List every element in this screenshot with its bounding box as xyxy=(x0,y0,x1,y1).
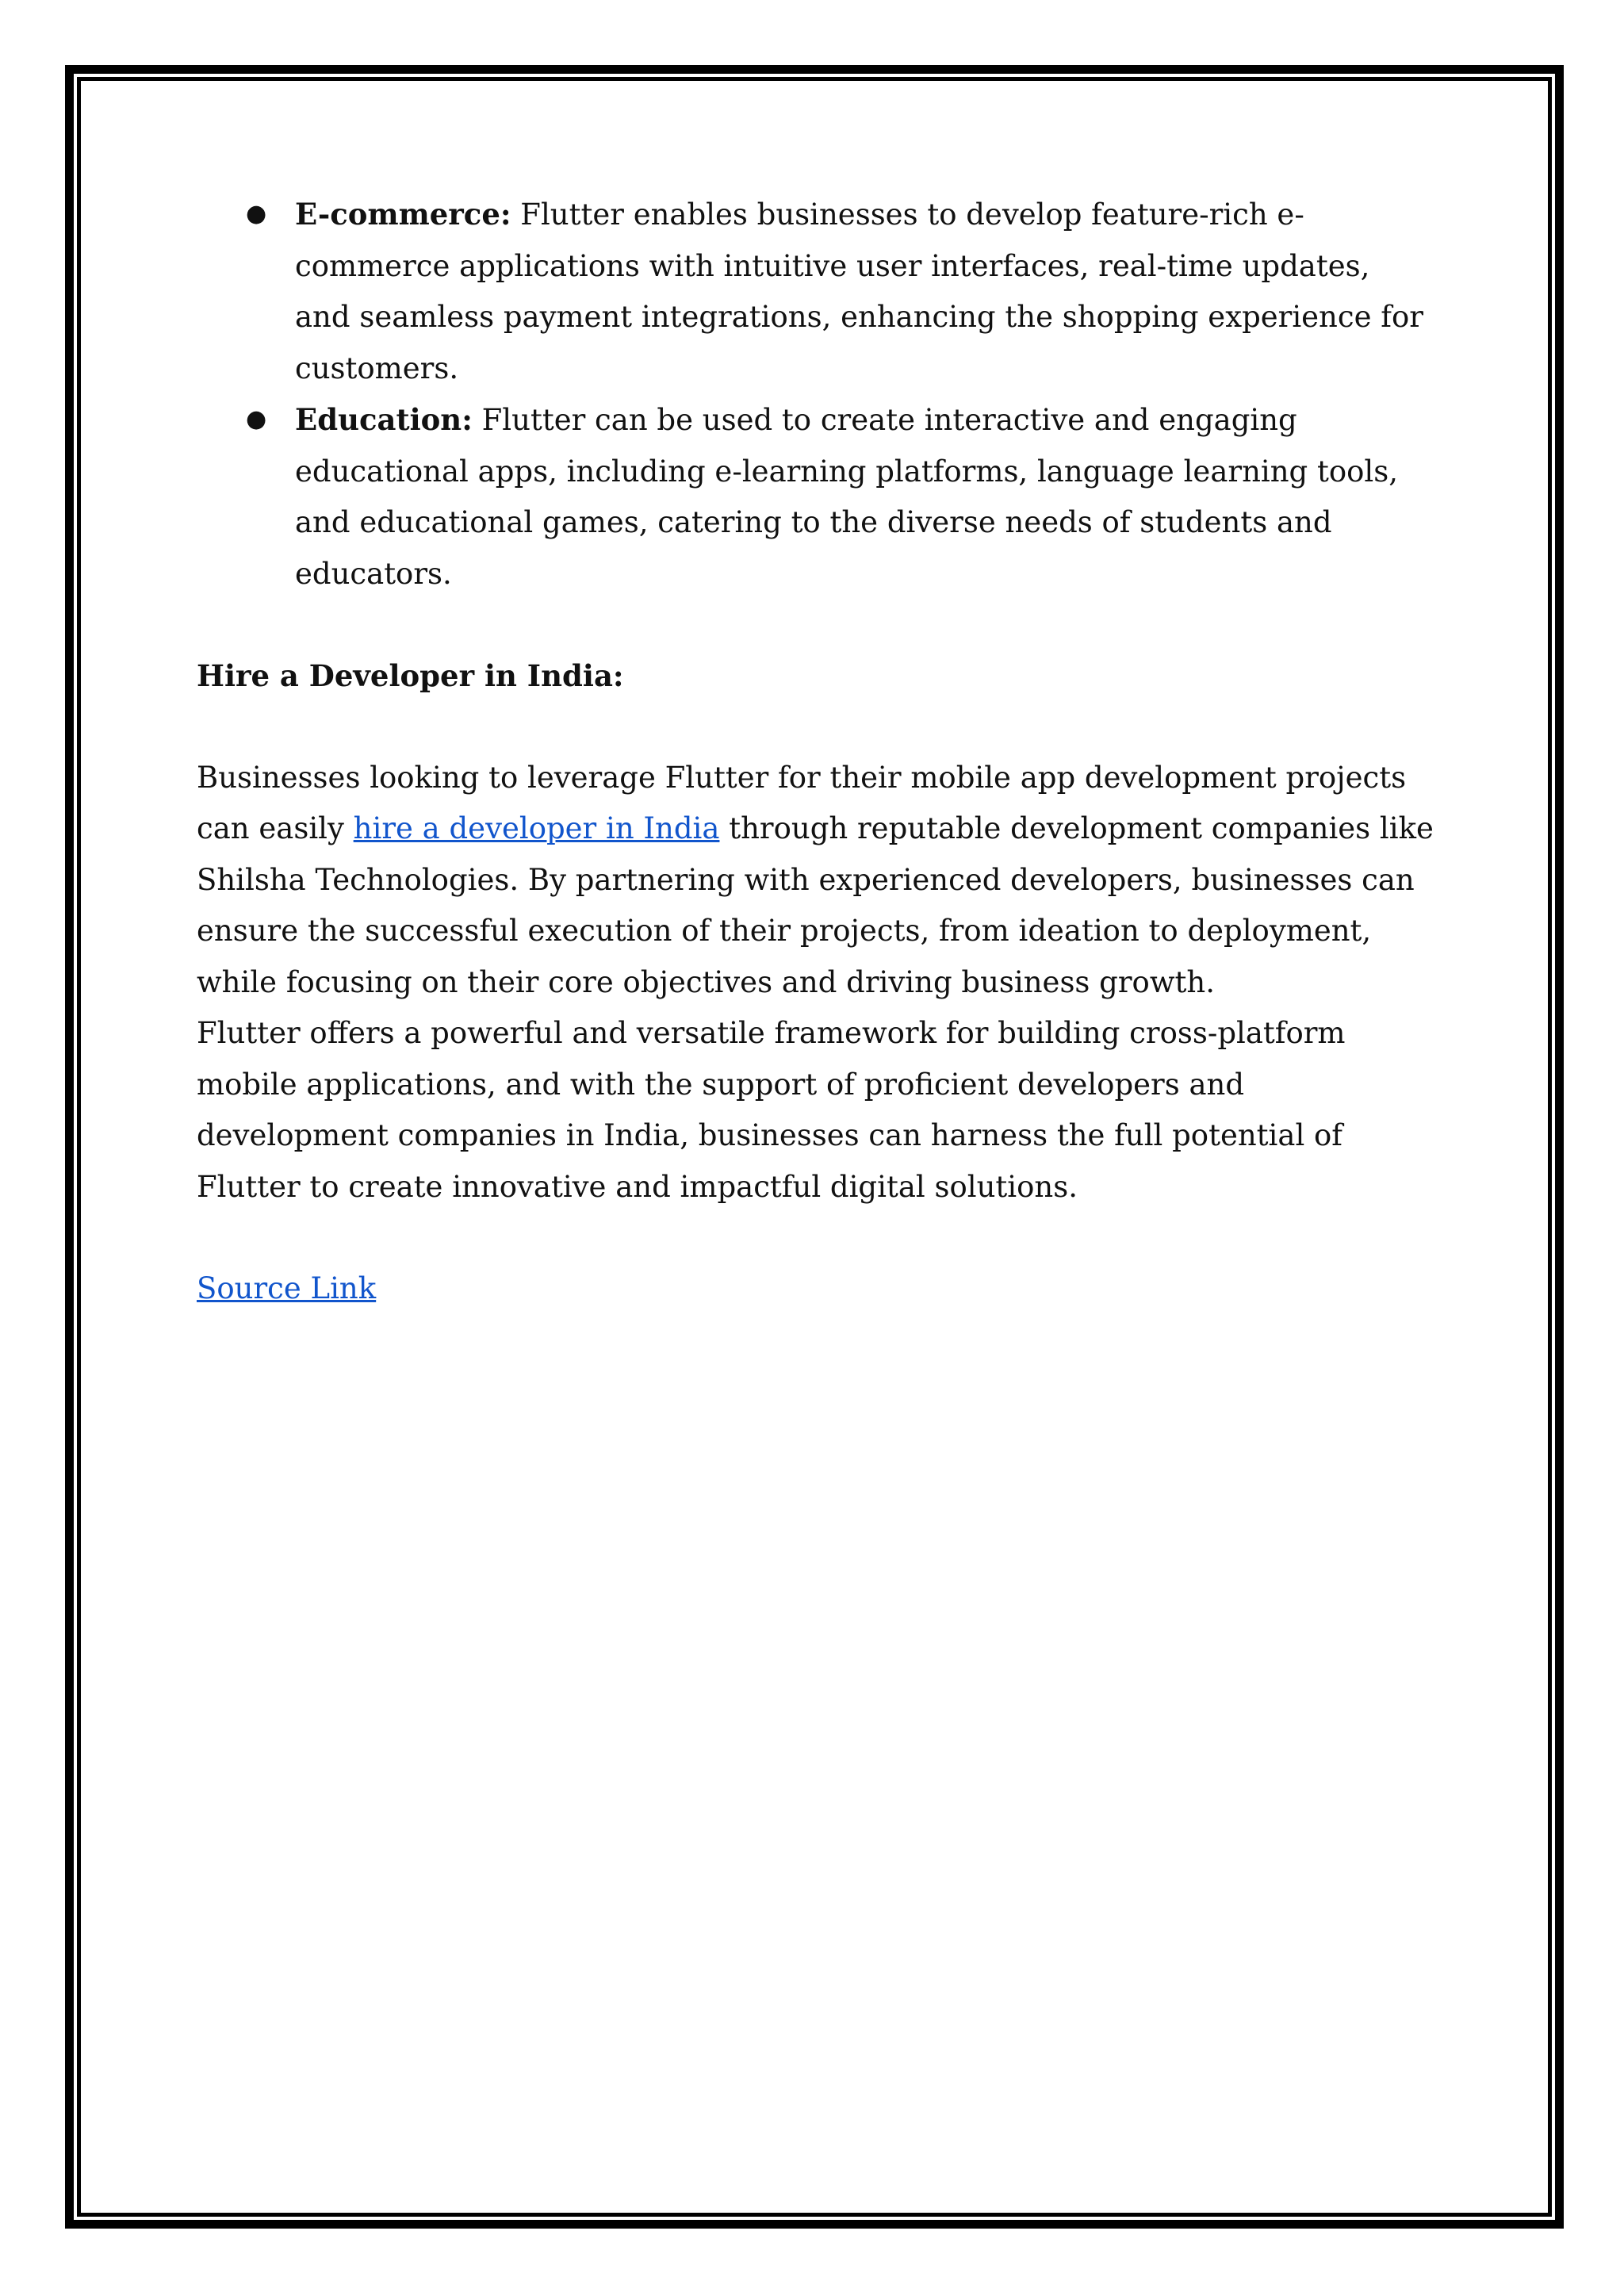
document-body xyxy=(197,189,1434,1315)
bullet-label: E-commerce: xyxy=(295,197,511,232)
bullet-item-ecommerce xyxy=(246,189,1434,394)
bullet-label: Education: xyxy=(295,402,473,437)
hire-developer-link[interactable]: hire a developer in India xyxy=(353,811,720,845)
hire-paragraph xyxy=(197,753,1434,1009)
bullet-text: Flutter enables businesses to develop feature-rich e-commerce applications with intuitive user interfaces, real-time updates, and seamless payment integrations, enhancing the shopping experience for customers. xyxy=(295,197,1423,385)
industry-bullet-list xyxy=(197,189,1434,600)
source-link[interactable]: Source Link xyxy=(197,1271,377,1305)
paragraph-text: Businesses looking to leverage Flutter for their mobile app development projects can easily xyxy=(197,760,1407,845)
conclusion-paragraph: Flutter offers a powerful and versatile framework for building cross-platform mobile applications, and with the support of proficient developers and development companies in India, businesses can harness the full potential of Flutter to create innovative and impactful digital solutions. xyxy=(197,1016,1346,1204)
bullet-item-education xyxy=(246,394,1434,600)
source-paragraph xyxy=(197,1263,1434,1315)
bullet-icon: ● xyxy=(246,200,267,228)
section-heading: Hire a Developer in India: xyxy=(197,658,624,693)
paragraph-text: through reputable development companies like Shilsha Technologies. By partnering with experienced developers, businesses can ensure the successful execution of their projects, from ideation to deployment, while focusing on their core objectives and driving business growth. xyxy=(197,811,1434,999)
bullet-icon: ● xyxy=(246,405,267,433)
bullet-text: Flutter can be used to create interactive and engaging educational apps, including e-learning platforms, language learning tools, and educational games, catering to the diverse needs of students and educators. xyxy=(295,403,1399,591)
